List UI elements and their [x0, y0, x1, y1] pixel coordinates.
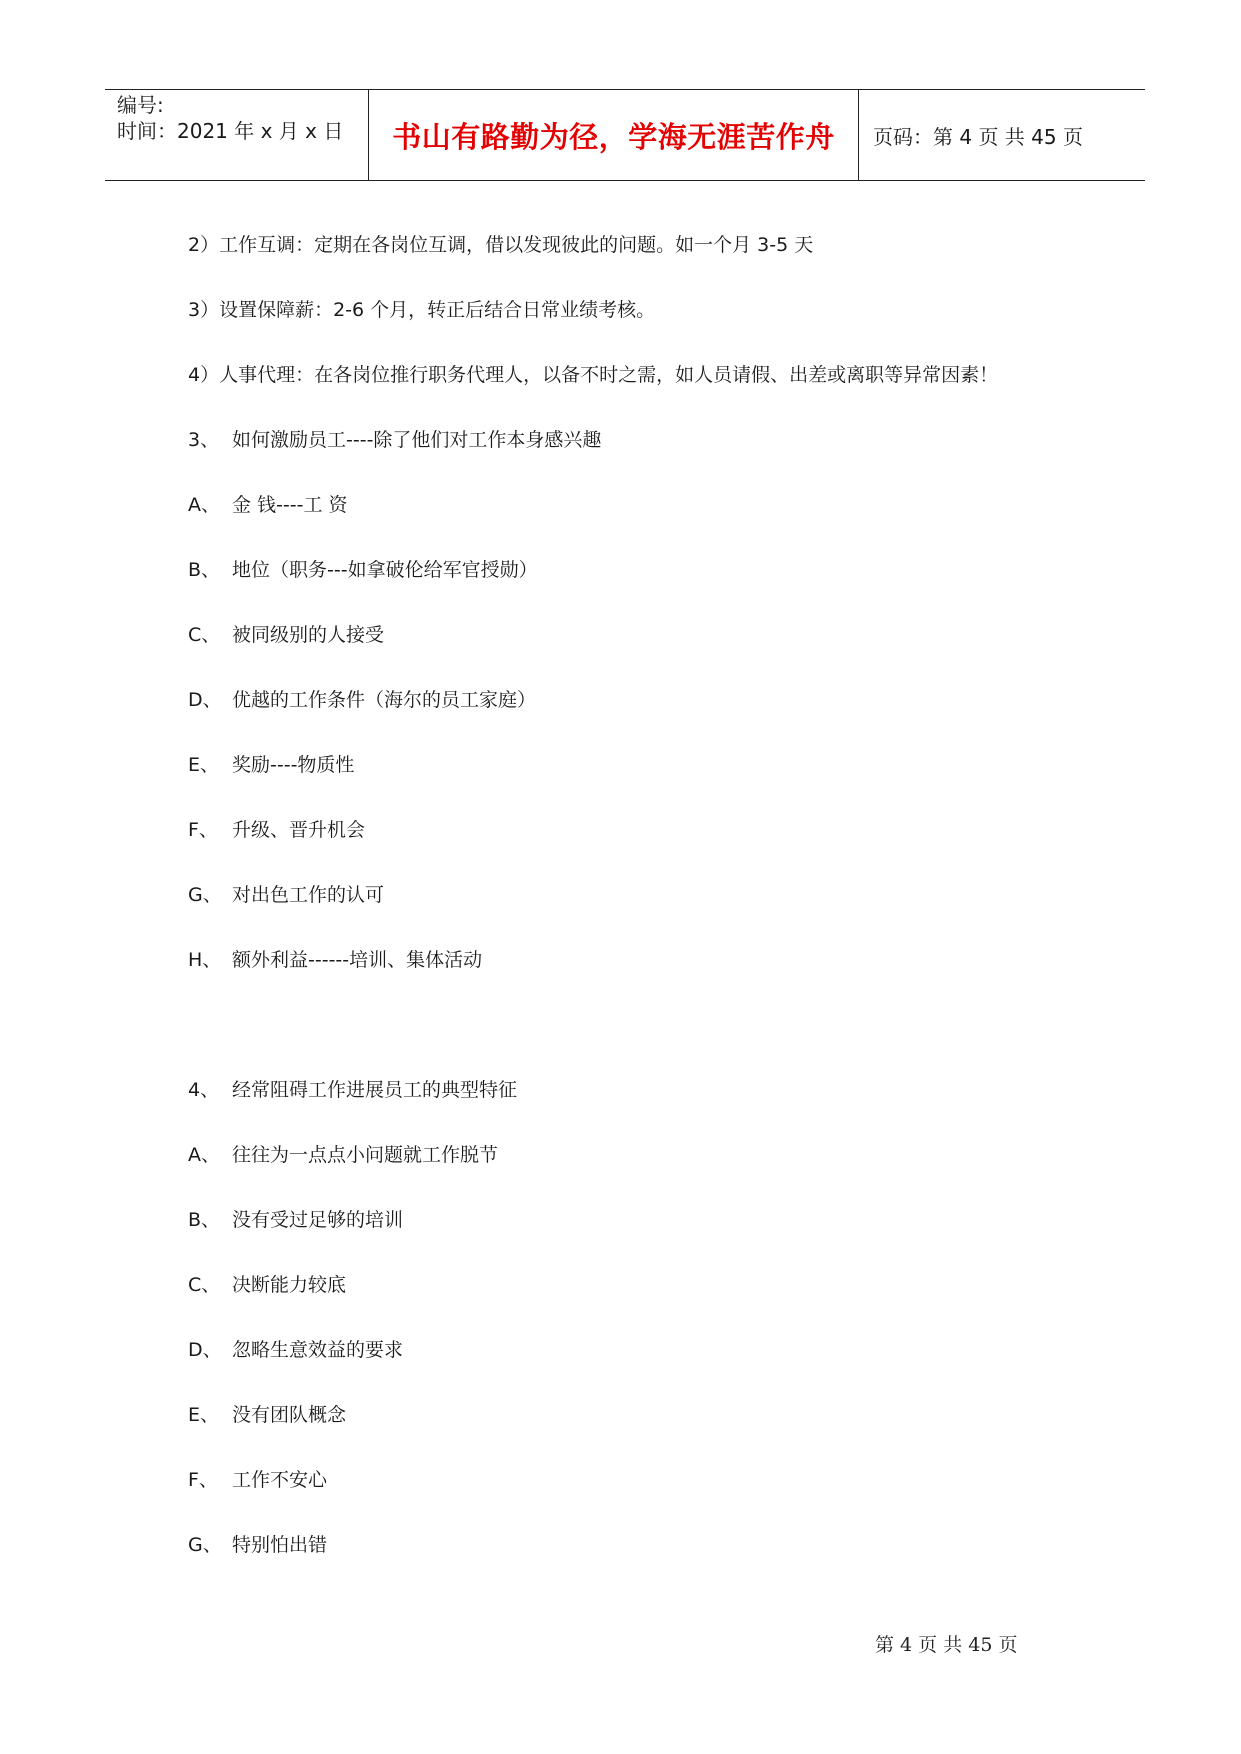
- header-motto: 书山有路勤为径，学海无涯苦作舟: [369, 90, 859, 180]
- time-label: 时间：2021 年 x 月 x 日: [117, 119, 344, 143]
- list-item: [188, 685, 1088, 750]
- list-item-label: F、: [188, 819, 218, 841]
- list-item-label: E、: [188, 754, 220, 776]
- list-item-text: 决断能力较底: [232, 1274, 347, 1296]
- page-footer: 第 4 页 共 45 页: [875, 1634, 1018, 1656]
- list-item-text: 优越的工作条件（海尔的员工家庭）: [232, 689, 537, 711]
- list-item-label: B、: [188, 1209, 221, 1231]
- paragraph-guaranteed-salary: 3）设置保障薪：2-6 个月，转正后结合日常业绩考核。: [188, 299, 656, 321]
- list-item-text: 金 钱----工 资: [232, 494, 348, 516]
- list-item-text: 忽略生意效益的要求: [232, 1339, 404, 1361]
- list-item-label: G、: [188, 1534, 222, 1556]
- list-item: [188, 1140, 1088, 1205]
- header-meta: [105, 90, 369, 180]
- list-item: [188, 490, 1088, 555]
- list-item-text: 升级、晋升机会: [232, 819, 366, 841]
- section-spacer: [188, 1010, 1088, 1075]
- list-item-text: 对出色工作的认可: [232, 884, 385, 906]
- document-body: [188, 230, 1088, 1595]
- list-item-label: A、: [188, 494, 220, 516]
- list-item-text: 被同级别的人接受: [232, 624, 385, 646]
- section-3-number: 3、: [188, 429, 220, 451]
- list-item-text: 没有团队概念: [232, 1404, 347, 1426]
- list-item-text: 额外利益------培训、集体活动: [232, 949, 483, 971]
- list-item: [188, 1270, 1088, 1335]
- list-item: [188, 880, 1088, 945]
- list-item-text: 没有受过足够的培训: [232, 1209, 404, 1231]
- list-item: [188, 620, 1088, 685]
- header-page-code: 页码：第 4 页 共 45 页: [873, 124, 1083, 149]
- number-label: 编号:: [117, 93, 164, 117]
- list-item-label: C、: [188, 624, 221, 646]
- paragraph-personnel-agent: 4）人事代理：在各岗位推行职务代理人，以备不时之需，如人员请假、出差或离职等异常因素！: [188, 364, 999, 386]
- list-item: [188, 1530, 1088, 1595]
- list-item-label: B、: [188, 559, 221, 581]
- list-item: [188, 1465, 1088, 1530]
- list-item: [188, 815, 1088, 880]
- page-header: [105, 89, 1145, 181]
- list-item: [188, 1335, 1088, 1400]
- list-item-label: A、: [188, 1144, 220, 1166]
- list-item-text: 奖励----物质性: [232, 754, 355, 776]
- list-item-text: 工作不安心: [232, 1469, 328, 1491]
- list-item: [188, 945, 1088, 1010]
- list-item-label: F、: [188, 1469, 218, 1491]
- list-item-label: D、: [188, 1339, 222, 1361]
- list-item-label: D、: [188, 689, 222, 711]
- section-4-heading: [188, 1075, 1088, 1140]
- list-item-text: 特别怕出错: [232, 1534, 328, 1556]
- list-item-label: E、: [188, 1404, 220, 1426]
- list-item-text: 地位（职务---如拿破伦给军官授勋）: [232, 559, 538, 581]
- list-item: [188, 1400, 1088, 1465]
- list-item: [188, 555, 1088, 620]
- list-item-label: H、: [188, 949, 222, 971]
- list-item: [188, 1205, 1088, 1270]
- section-4-number: 4、: [188, 1079, 220, 1101]
- section-3-title: 如何激励员工----除了他们对工作本身感兴趣: [232, 429, 602, 451]
- list-item-text: 往往为一点点小问题就工作脱节: [232, 1144, 499, 1166]
- list-item-label: C、: [188, 1274, 221, 1296]
- paragraph-job-rotation: 2）工作互调：定期在各岗位互调，借以发现彼此的问题。如一个月 3-5 天: [188, 234, 814, 256]
- list-item-label: G、: [188, 884, 222, 906]
- section-3-heading: [188, 425, 1088, 490]
- section-4-title: 经常阻碍工作进展员工的典型特征: [232, 1079, 518, 1101]
- list-item: [188, 750, 1088, 815]
